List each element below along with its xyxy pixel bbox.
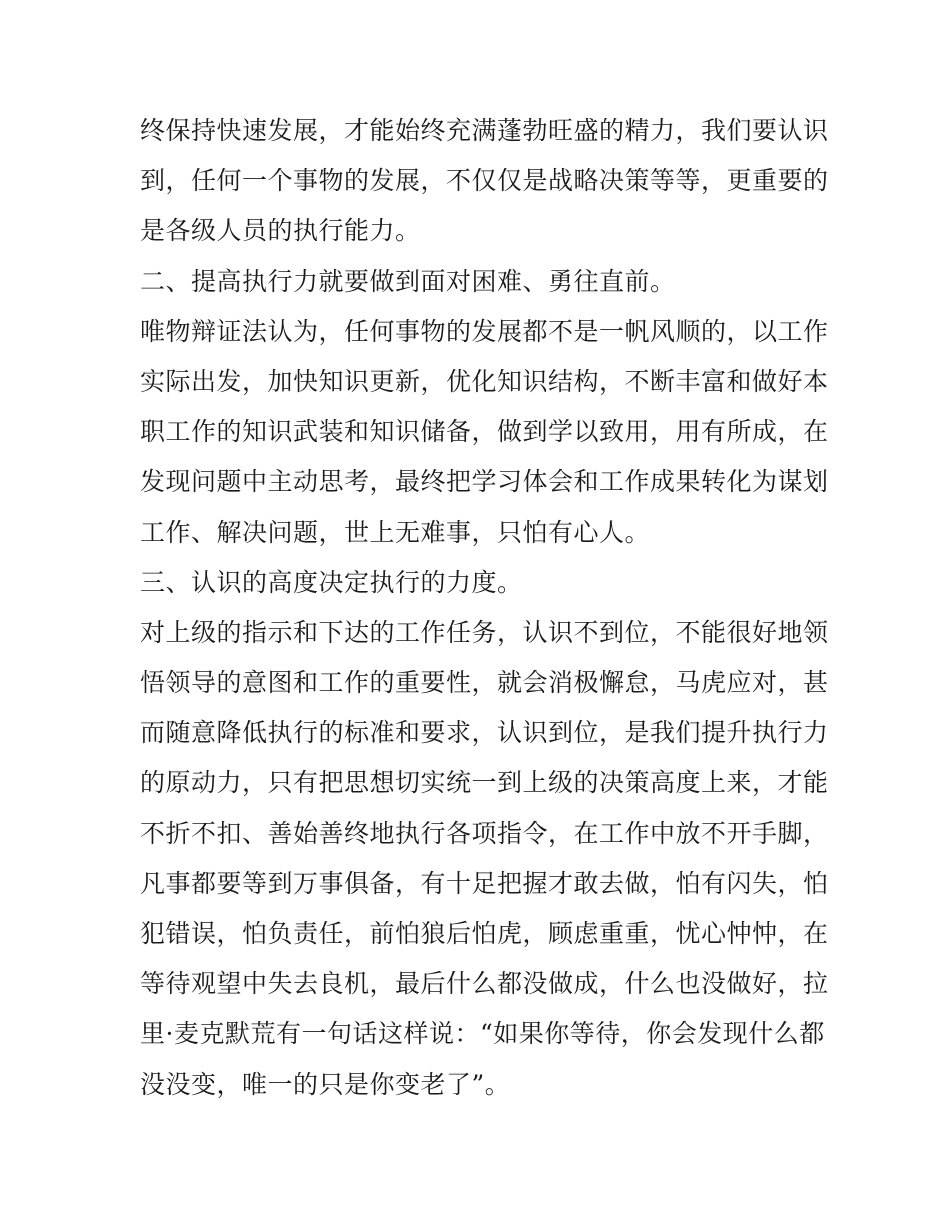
text-line: 唯物辩证法认为，任何事物的发展都不是一帆风顺的，以工作 bbox=[140, 316, 829, 346]
text-line: 而随意降低执行的标准和要求，认识到位，是我们提升执行力 bbox=[140, 718, 829, 748]
text-line: 里·麦克默荒有一句话这样说：“如果你等待，你会发现什么都 bbox=[140, 1019, 825, 1049]
text-line: 是各级人员的执行能力。 bbox=[140, 216, 421, 246]
section-heading-2: 二、提高执行力就要做到面对困难、勇往直前。 bbox=[140, 266, 676, 296]
text-line: 没没变，唯一的只是你变老了”。 bbox=[140, 1069, 511, 1099]
text-line: 职工作的知识武装和知识储备，做到学以致用，用有所成，在 bbox=[140, 417, 829, 447]
text-line: 凡事都要等到万事俱备，有十足把握才敢去做，怕有闪失，怕 bbox=[140, 868, 829, 898]
document-body bbox=[140, 106, 829, 1110]
text-line: 的原动力，只有把思想切实统一到上级的决策高度上来，才能 bbox=[140, 768, 829, 798]
section-heading-3: 三、认识的高度决定执行的力度。 bbox=[140, 567, 523, 597]
text-line: 工作、解决问题，世上无难事，只怕有心人。 bbox=[140, 517, 651, 547]
text-line: 发现问题中主动思考，最终把学习体会和工作成果转化为谋划 bbox=[140, 467, 829, 497]
text-line: 等待观望中失去良机，最后什么都没做成，什么也没做好，拉 bbox=[140, 969, 829, 999]
text-line: 到，任何一个事物的发展，不仅仅是战略决策等等，更重要的 bbox=[140, 166, 829, 196]
text-line: 不折不扣、善始善终地执行各项指令，在工作中放不开手脚， bbox=[140, 818, 829, 848]
text-line: 犯错误，怕负责任，前怕狼后怕虎，顾虑重重，忧心忡忡，在 bbox=[140, 919, 829, 948]
text-line: 终保持快速发展，才能始终充满蓬勃旺盛的精力，我们要认识 bbox=[140, 116, 829, 145]
text-line: 对上级的指示和下达的工作任务，认识不到位，不能很好地领 bbox=[140, 617, 829, 647]
text-line: 实际出发，加快知识更新，优化知识结构，不断丰富和做好本 bbox=[140, 366, 829, 396]
text-line: 悟领导的意图和工作的重要性，就会消极懈怠，马虎应对，甚 bbox=[140, 668, 829, 698]
